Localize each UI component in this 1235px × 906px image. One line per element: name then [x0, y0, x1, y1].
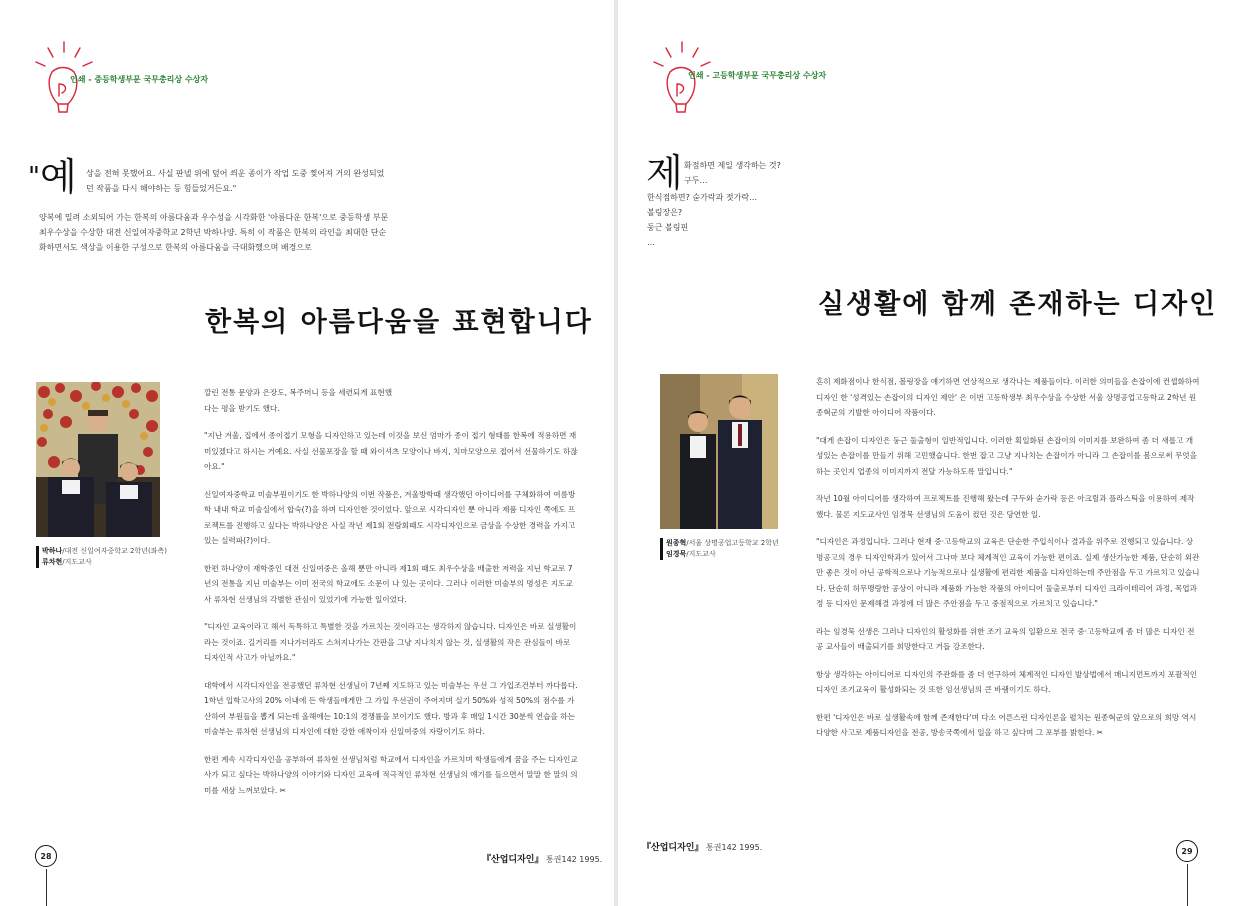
caption-name-teacher: 류차현: [42, 558, 63, 566]
quote-initial: [28, 155, 77, 199]
caption-desc-student: /서울 상명공업고등학교 2학년: [686, 539, 779, 547]
last-paragraph-text: 한편 계속 시각디자인을 공부하여 류차현 선생님처럼 학교에서 디자인을 가르치며 학생들에게 꿈을 주는 디자인교사가 되고 싶다는 박하나양의 이야기와 디자인 교육에 적극적인 류차현 선생님의 얘기를 들으면서 말말 한 말의 의미를 새삼 느껴보았다.: [204, 754, 578, 795]
body-paragraph: 작년 10월 아이디어를 생각하여 프로젝트를 진행해 왔는데 구두와 숟가락 등은 아크릴과 플라스틱을 이용하여 제작했다. 물론 지도교사인 임경묵 선생님의 도움이 컸던 것은 당연한 일.: [816, 494, 1195, 519]
article-body: [204, 385, 578, 810]
student-teacher-photo: [660, 374, 778, 529]
page-title: 실생활에 함께 존재하는 디자인: [818, 289, 1218, 320]
colophon-title: 『산업디자인』: [482, 855, 544, 865]
page-number: 28: [35, 845, 57, 867]
quote-line-2: 던 작품을 다시 해야하는 등 힘들었거든요.": [86, 184, 237, 193]
lead-list-item: 둥근 볼링핀: [647, 223, 689, 232]
colophon: [482, 852, 602, 865]
quote-line-1: 상을 전혀 못했어요. 사실 판넬 위에 덮어 씌운 종이가 작업 도중 찢어져 거의 완성되었: [86, 169, 385, 178]
lead-initial: 제: [646, 151, 683, 195]
caption-name-teacher: 임경묵: [666, 550, 687, 558]
page-number: 29: [1176, 840, 1198, 862]
body-paragraph: 대학에서 시각디자인을 전공했던 류차현 선생님이 7년째 지도하고 있는 미술부는 우선 그 가입조건부터 까다롭다. 1학년 입학고사의 20% 이내에 든 학생들에게만 그 가입 우선권이 주어지며 실기 50%와 성적 50%의 점수를 가산하여 부원들을 뽑게 되는데 올해에는 10:1의 경쟁률을 보이기도 했다. 방과 후 매일 1시간 30분씩 연습을 하는 미술부는 류차현 선생님의 디자인에 대한 강한 애착이자 신일여중의 자랑이기도 하다.: [204, 680, 578, 736]
lead-line-1: 화점하면 제일 생각하는 것?: [684, 161, 781, 170]
body-paragraph: [816, 710, 1200, 741]
last-paragraph-text: 한편 '디자인은 바로 실생활속에 함께 존재한다'며 다소 어른스런 디자인론을 펼치는 원종혁군의 앞으로의 희망 역시 다양한 사고로 제품디자인을 전공, 방송국쪽에서 일을 하고 싶다며 그 포부를 밝힌다.: [816, 712, 1197, 737]
photo-caption: [666, 538, 806, 560]
right-page: [618, 0, 1235, 906]
colophon-title: 『산업디자인』: [642, 843, 704, 853]
end-mark-icon: ✂: [1096, 728, 1104, 737]
caption-desc-student: /대전 신일여자중학교 2학년(좌측): [62, 547, 167, 555]
end-mark-icon: ✂: [279, 785, 287, 795]
caption-desc-teacher: /지도교사: [686, 550, 716, 558]
lead-list-item: …: [647, 238, 655, 247]
body-paragraph: 깔린 전통 문양과 은장도, 복주머니 등을 세련되게 표현했다는 평을 받기도 했다.: [204, 388, 393, 413]
lead-line-2: 구두…: [684, 176, 708, 185]
body-paragraph: "디자인 교육이라고 해서 독특하고 특별한 것을 가르치는 것이라고는 생각하지 않습니다. 디자인은 바로 실생활이라는 것이죠. 길거리를 지나가더라도 스쳐지나가는 간판을 그냥 지나치지 않는 것, 실생활의 작은 관심들이 바로 디자인적 사고가 아닐까요.": [204, 622, 577, 662]
caption-name-student: 박하나: [42, 547, 63, 555]
left-page: [0, 0, 614, 906]
caption-bar: [660, 538, 663, 560]
lead-list: [647, 190, 867, 250]
quote-mark: ": [28, 162, 40, 192]
caption-desc-teacher: /지도교사: [62, 558, 92, 566]
article-body: [816, 374, 1200, 753]
section-tag: 인쇄 - 중등학생부문 국무총리상 수상자: [70, 75, 209, 84]
body-paragraph: 라는 임경묵 선생은 그러나 디자인의 활성화를 위한 조기 교육의 일환으로 전국 중·고등학교에 좀 더 많은 디자인 전공 교사들이 배출되기를 희망한다고 거듭 강조한다.: [816, 626, 1195, 651]
page-number-line: [46, 869, 47, 906]
page-number-line: [1187, 864, 1188, 906]
colophon: [642, 840, 762, 853]
quote-initial-letter: 예: [39, 155, 77, 199]
intro-paragraph: 양복에 밀려 소외되어 가는 한복의 아름다움과 우수성을 시각화한 '아름다운 한복'으로 중등학생 부문 최우수상을 수상한 대전 신일여자중학교 2학년 박하나양. 특히 이 작품은 한복의 라인을 최대한 단순화하면서도 색상을 이용한 구성으로 한복의 아름다움을 극대화했으며 배경으로: [39, 213, 389, 252]
body-paragraph: 한편 하나양이 재학중인 대전 신일여중은 올해 뿐만 아니라 제1회 때도 최우수상을 배출한 저력을 지닌 학교로 7년의 전통을 지닌 미술부는 이미 전국의 학교에도 소문이 나 있는 곳이다. 그러나 이러한 미술부의 명성은 지도교사 류차현 선생님의 각별한 관심이 있었기에 가능한 일이었다.: [204, 563, 573, 604]
lead-question: [684, 158, 904, 188]
body-paragraph: 흔히 제화점이나 한식점, 볼링장을 얘기하면 연상적으로 생각나는 제품들이다. 이러한 의미들을 손잡이에 컨셉화하여 디자인 한 '성격있는 손잡이의 디자인 제안' 은 이번 고등학생부 최우수상을 수상한 서울 상명공업고등학교 2학년 원종혁군의 기발한 아이디어 작품이다.: [816, 377, 1200, 417]
body-paragraph: 항상 생각하는 아이디어로 디자인의 주관화를 좀 더 연구하여 체계적인 디자인 발상법에서 매니지먼트까지 포괄적인 디자인 조기교육이 활성화되는 것 또한 임선생님의 큰 바램이기도 하다.: [816, 669, 1198, 694]
lead-list-item: 볼링장은?: [647, 208, 683, 217]
body-paragraph: "지난 겨울, 집에서 종이접기 모형을 디자인하고 있는데 이것을 보신 엄마가 종이 접기 형태를 한복에 적용하면 재미있겠다고 하시는 거예요. 사실 선물포장을 할 때 와이셔츠 모양이나 바지, 치마모양으로 접어서 선물하기도 하잖아요.": [204, 431, 578, 471]
caption-name-student: 원종혁: [666, 539, 687, 547]
body-paragraph: "대게 손잡이 디자인은 둥근 둘출형이 일반적입니다. 이러한 획일화된 손잡이의 이미지를 보완하여 좀 더 새롭고 개성있는 손잡이를 만들기 위해 고민했습니다. 한번 잡고 그냥 지나치는 손잡이가 아니라 그 손잡이를 봄으로써 무엇을 하는 곳인지 업종의 이미지까지 전달 가능하도록 말입니다.": [816, 435, 1197, 476]
body-paragraph: 신일여자중학교 미술부원이기도 한 박하나양의 이번 작품은, 겨울방학때 생각했던 아이디어를 구체화하여 여름방학 내내 학교 미술실에서 합숙(?)을 하며 디자인한 것이었다. 앞으로 시각디자인 뿐 아니라 제품 디자인 쪽에도 프로젝트를 진행하고 싶다는 박하나양은 사실 작년 제1회 전람회때도 시각디자인으로 금상을 수상한 경력을 가지고 있는 실력파(?)이다.: [204, 489, 576, 545]
section-tag: 인쇄 - 고등학생부문 국무총리상 수상자: [688, 71, 827, 80]
colophon-issue: 통권142 1995.: [546, 855, 603, 864]
body-paragraph: "디자인은 과정입니다. 그러나 현재 중·고등학교의 교육은 단순한 주입식이나 결과을 위주로 진행되고 있습니다. 상명공고의 경우 디자인학과가 있어서 그나마 보다 체계적인 교육이 가능한 편이죠. 실제 생산가능한 제품, 단순히 외관만 좋은 것이 아닌 공학적으로나 기능적으로나 실생활에 편리한 제품을 디자인하는데 주안점을 두고 가르치고 있습니다. 단순히 허무맹랑한 공상이 아니라 제품화 가능한 작품의 아이디어 둘출로부터 디자인 크라이테리어 과정, 목업과정 등 디자인 문제해결 과정에 더 많은 주안점을 두고 중점적으로 가르치고 있습니다.": [816, 537, 1200, 608]
page-title: 한복의 아름다움을 표현합니다: [205, 307, 593, 338]
student-teacher-photo: [36, 382, 160, 537]
caption-bar: [36, 546, 39, 568]
lead-list-item: 한식점하면? 숟가락과 젓가락…: [647, 193, 758, 202]
photo-caption: [42, 546, 172, 568]
colophon-issue: 통권142 1995.: [706, 843, 763, 852]
opening-quote: [86, 166, 386, 196]
body-paragraph: [204, 752, 578, 799]
